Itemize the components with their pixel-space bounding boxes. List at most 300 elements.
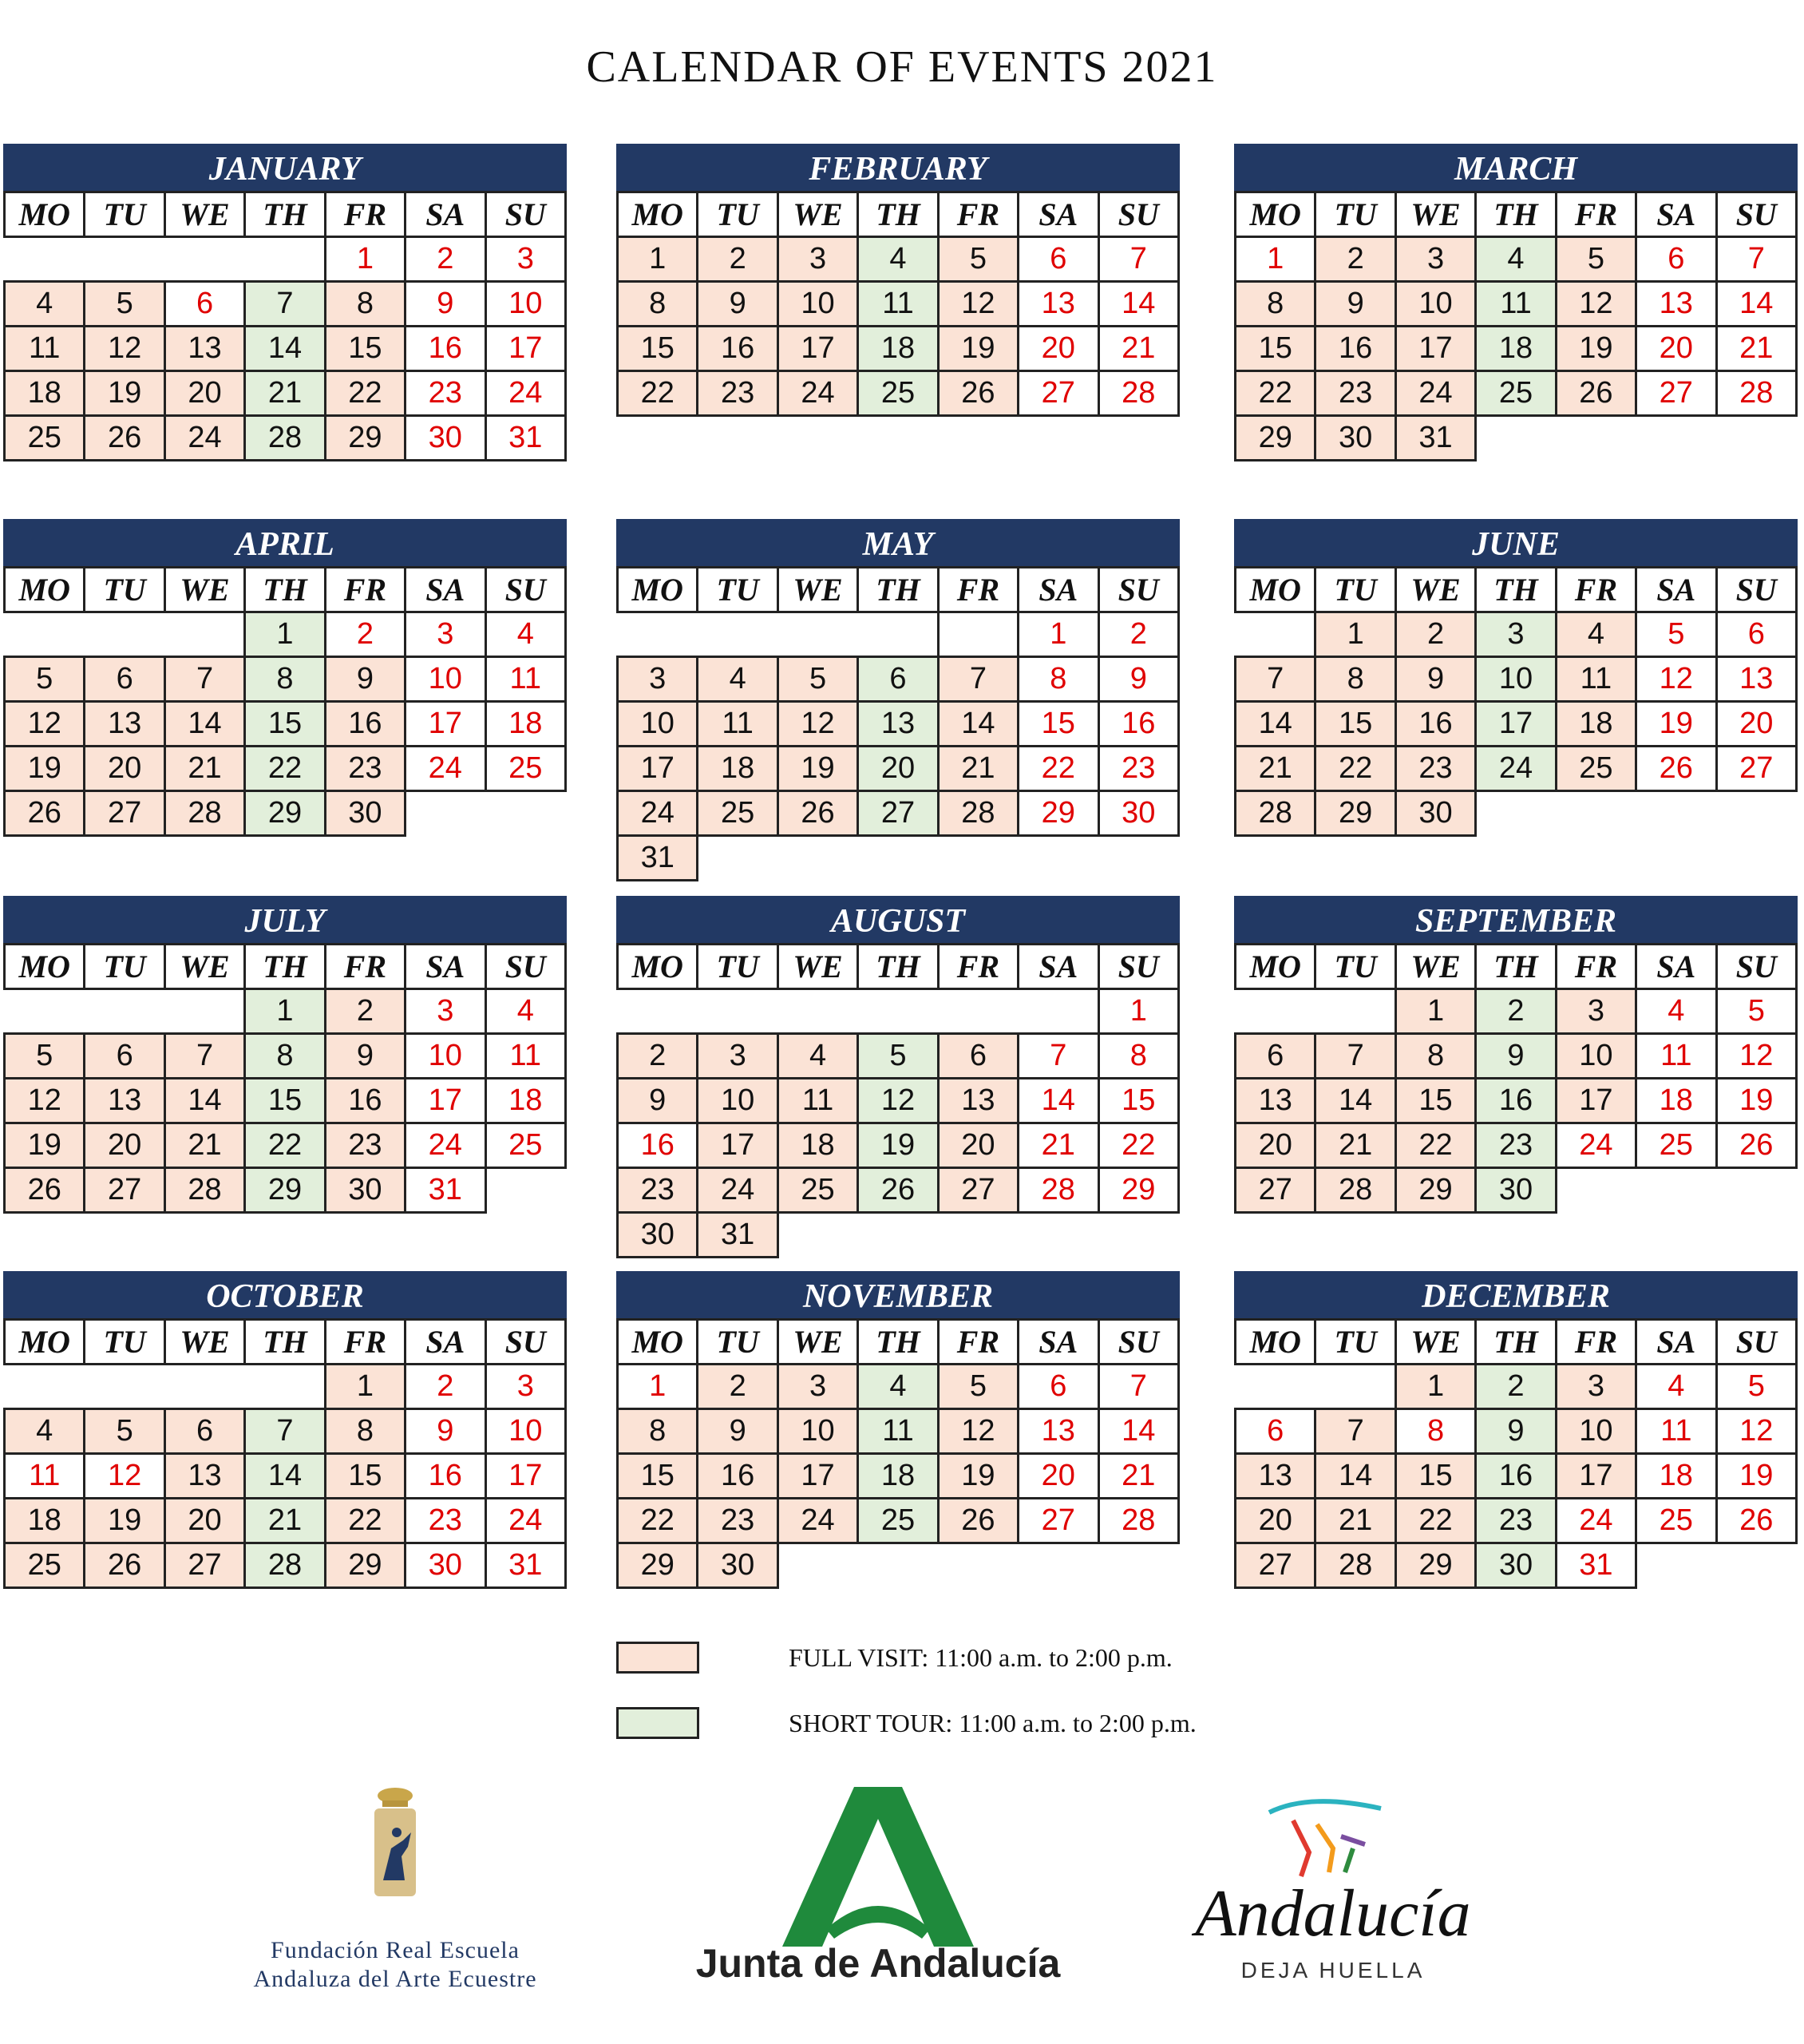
weekday-header: WE — [1395, 192, 1475, 237]
day-cell: 28 — [1019, 1168, 1098, 1213]
day-cell: 30 — [1476, 1543, 1556, 1588]
weekday-header: TU — [1315, 1320, 1395, 1365]
day-cell: 10 — [618, 702, 698, 747]
weekday-header: MO — [1236, 1320, 1315, 1365]
day-cell: 13 — [85, 1079, 164, 1123]
empty-day-cell — [938, 836, 1018, 881]
weekday-header: SU — [1098, 568, 1178, 612]
weekday-header: FR — [1556, 568, 1636, 612]
day-cell: 3 — [698, 1034, 777, 1079]
weekday-header: SU — [1098, 1320, 1178, 1365]
day-cell: 27 — [85, 1168, 164, 1213]
day-cell: 9 — [406, 282, 485, 327]
day-cell: 10 — [777, 1409, 857, 1454]
day-cell: 7 — [938, 657, 1018, 702]
day-cell: 5 — [777, 657, 857, 702]
day-cell: 5 — [1716, 989, 1796, 1034]
day-cell: 30 — [1315, 416, 1395, 461]
empty-day-cell — [1019, 1213, 1098, 1258]
day-cell: 29 — [1019, 791, 1098, 836]
weekday-header: WE — [777, 192, 857, 237]
day-cell: 17 — [406, 702, 485, 747]
month-header: FEBRUARY — [616, 144, 1180, 191]
day-cell: 5 — [5, 1034, 85, 1079]
day-cell: 26 — [1716, 1123, 1796, 1168]
empty-day-cell — [1556, 791, 1636, 836]
weekday-header: WE — [777, 568, 857, 612]
day-cell: 25 — [698, 791, 777, 836]
day-cell: 29 — [325, 1543, 405, 1588]
day-cell: 15 — [1315, 702, 1395, 747]
day-cell: 29 — [618, 1543, 698, 1588]
empty-day-cell — [164, 612, 244, 657]
day-cell: 20 — [858, 747, 938, 791]
day-cell: 12 — [777, 702, 857, 747]
day-cell: 21 — [1098, 1454, 1178, 1499]
day-cell: 16 — [698, 327, 777, 371]
weekday-header: TU — [85, 945, 164, 989]
day-cell: 28 — [1716, 371, 1796, 416]
day-cell: 12 — [938, 282, 1018, 327]
day-cell: 28 — [1098, 371, 1178, 416]
day-cell: 6 — [85, 657, 164, 702]
day-cell: 4 — [777, 1034, 857, 1079]
weekday-header: WE — [777, 945, 857, 989]
horse-figure-icon — [1261, 1788, 1405, 1884]
day-cell: 6 — [164, 1409, 244, 1454]
weekday-header: TH — [858, 945, 938, 989]
day-cell: 1 — [1098, 989, 1178, 1034]
day-cell: 7 — [164, 657, 244, 702]
day-cell: 13 — [1716, 657, 1796, 702]
weekday-header: TU — [698, 1320, 777, 1365]
day-cell: 17 — [406, 1079, 485, 1123]
day-cell: 10 — [485, 282, 565, 327]
empty-day-cell — [1098, 1543, 1178, 1588]
day-cell: 15 — [618, 327, 698, 371]
day-cell: 6 — [1019, 1365, 1098, 1409]
day-cell: 17 — [1556, 1454, 1636, 1499]
day-cell: 23 — [1476, 1499, 1556, 1543]
day-cell: 7 — [245, 1409, 325, 1454]
day-cell: 26 — [1556, 371, 1636, 416]
empty-day-cell — [858, 1543, 938, 1588]
day-cell: 2 — [406, 237, 485, 282]
day-cell: 24 — [406, 1123, 485, 1168]
day-cell: 25 — [5, 1543, 85, 1588]
day-cell: 22 — [1395, 1499, 1475, 1543]
day-cell: 22 — [1395, 1123, 1475, 1168]
day-cell: 29 — [245, 791, 325, 836]
day-cell: 26 — [938, 371, 1018, 416]
day-cell: 24 — [698, 1168, 777, 1213]
day-cell: 16 — [1476, 1454, 1556, 1499]
day-cell: 18 — [1636, 1079, 1716, 1123]
month-april — [3, 519, 567, 837]
empty-day-cell — [1636, 791, 1716, 836]
day-cell: 6 — [1019, 237, 1098, 282]
day-cell: 26 — [85, 1543, 164, 1588]
day-cell: 9 — [325, 657, 405, 702]
empty-day-cell — [777, 1543, 857, 1588]
day-cell: 25 — [485, 747, 565, 791]
day-cell: 16 — [1395, 702, 1475, 747]
day-cell: 1 — [1395, 989, 1475, 1034]
day-cell: 14 — [1098, 1409, 1178, 1454]
day-cell: 20 — [1236, 1499, 1315, 1543]
day-cell: 15 — [1395, 1079, 1475, 1123]
day-cell: 13 — [164, 1454, 244, 1499]
day-cell: 15 — [1019, 702, 1098, 747]
day-cell: 1 — [325, 1365, 405, 1409]
weekday-header: TH — [245, 568, 325, 612]
day-cell: 19 — [938, 1454, 1018, 1499]
day-cell: 26 — [938, 1499, 1018, 1543]
day-cell: 30 — [1395, 791, 1475, 836]
day-cell: 22 — [618, 371, 698, 416]
weekday-header: SA — [406, 192, 485, 237]
weekday-header: FR — [325, 1320, 405, 1365]
day-cell: 6 — [1236, 1034, 1315, 1079]
day-cell: 2 — [1315, 237, 1395, 282]
day-cell: 10 — [1556, 1409, 1636, 1454]
junta-a-icon — [782, 1787, 974, 1947]
day-cell: 27 — [1236, 1168, 1315, 1213]
day-cell: 19 — [777, 747, 857, 791]
day-cell: 6 — [164, 282, 244, 327]
day-cell: 5 — [938, 237, 1018, 282]
day-cell: 14 — [1315, 1079, 1395, 1123]
day-cell: 2 — [698, 1365, 777, 1409]
month-header: APRIL — [3, 519, 567, 566]
day-cell: 2 — [325, 989, 405, 1034]
day-cell: 18 — [698, 747, 777, 791]
day-cell: 21 — [1315, 1123, 1395, 1168]
day-cell: 14 — [1315, 1454, 1395, 1499]
weekday-header: WE — [777, 1320, 857, 1365]
day-cell: 23 — [698, 1499, 777, 1543]
month-october — [3, 1271, 567, 1589]
day-cell: 4 — [858, 1365, 938, 1409]
day-cell: 17 — [1476, 702, 1556, 747]
day-cell: 30 — [698, 1543, 777, 1588]
horse-rider-emblem-icon — [355, 1785, 435, 1904]
empty-day-cell — [485, 1168, 565, 1213]
weekday-header: TU — [1315, 568, 1395, 612]
day-cell: 12 — [1716, 1409, 1796, 1454]
fundacion-line2: Andaluza del Arte Ecuestre — [253, 1966, 537, 1992]
weekday-header: SU — [485, 192, 565, 237]
empty-day-cell — [698, 612, 777, 657]
day-cell: 31 — [618, 836, 698, 881]
day-cell: 9 — [1476, 1034, 1556, 1079]
day-cell: 9 — [1315, 282, 1395, 327]
day-cell: 30 — [325, 1168, 405, 1213]
empty-day-cell — [1019, 989, 1098, 1034]
empty-day-cell — [164, 237, 244, 282]
month-february — [616, 144, 1180, 417]
day-cell: 8 — [1395, 1034, 1475, 1079]
day-cell: 24 — [1395, 371, 1475, 416]
day-cell — [938, 612, 1018, 657]
day-cell: 27 — [858, 791, 938, 836]
weekday-header: FR — [325, 568, 405, 612]
day-cell: 27 — [1019, 1499, 1098, 1543]
day-cell: 16 — [406, 327, 485, 371]
day-cell: 30 — [1098, 791, 1178, 836]
weekday-header: SU — [485, 568, 565, 612]
day-cell: 10 — [1476, 657, 1556, 702]
day-cell: 2 — [406, 1365, 485, 1409]
day-cell: 23 — [325, 747, 405, 791]
day-cell: 25 — [777, 1168, 857, 1213]
day-cell: 17 — [777, 327, 857, 371]
day-cell: 7 — [1236, 657, 1315, 702]
day-cell: 19 — [85, 1499, 164, 1543]
day-cell: 29 — [325, 416, 405, 461]
day-cell: 17 — [698, 1123, 777, 1168]
empty-day-cell — [618, 612, 698, 657]
day-cell: 21 — [1019, 1123, 1098, 1168]
weekday-header: WE — [164, 1320, 244, 1365]
day-cell: 23 — [1395, 747, 1475, 791]
day-cell: 21 — [245, 371, 325, 416]
weekday-header: TU — [698, 568, 777, 612]
day-cell: 12 — [1556, 282, 1636, 327]
day-cell: 14 — [164, 1079, 244, 1123]
empty-day-cell — [1315, 989, 1395, 1034]
day-cell: 12 — [5, 702, 85, 747]
empty-day-cell — [1716, 1168, 1796, 1213]
weekday-header: SU — [1716, 568, 1796, 612]
day-cell: 20 — [164, 1499, 244, 1543]
day-cell: 4 — [485, 989, 565, 1034]
day-cell: 25 — [1636, 1499, 1716, 1543]
day-cell: 15 — [1395, 1454, 1475, 1499]
day-cell: 11 — [1636, 1034, 1716, 1079]
day-cell: 31 — [485, 1543, 565, 1588]
page-title: CALENDAR OF EVENTS 2021 — [586, 42, 1218, 92]
day-cell: 4 — [1636, 1365, 1716, 1409]
weekday-header: SU — [1716, 945, 1796, 989]
weekday-header: SA — [406, 568, 485, 612]
weekday-header: WE — [1395, 1320, 1475, 1365]
andalucia-tagline: DEJA HUELLA — [1240, 1958, 1426, 1983]
day-cell: 15 — [325, 327, 405, 371]
empty-day-cell — [1098, 1213, 1178, 1258]
weekday-header: WE — [164, 192, 244, 237]
day-cell: 28 — [245, 1543, 325, 1588]
empty-day-cell — [85, 989, 164, 1034]
day-cell: 11 — [777, 1079, 857, 1123]
day-cell: 21 — [164, 1123, 244, 1168]
day-cell: 13 — [1019, 1409, 1098, 1454]
empty-day-cell — [245, 1365, 325, 1409]
day-cell: 10 — [1556, 1034, 1636, 1079]
day-cell: 28 — [1236, 791, 1315, 836]
weekday-header: MO — [618, 568, 698, 612]
day-cell: 6 — [1236, 1409, 1315, 1454]
weekday-header: MO — [1236, 192, 1315, 237]
empty-day-cell — [1556, 416, 1636, 461]
day-cell: 29 — [1395, 1168, 1475, 1213]
day-cell: 17 — [618, 747, 698, 791]
day-cell: 12 — [858, 1079, 938, 1123]
day-cell: 11 — [5, 1454, 85, 1499]
month-june — [1234, 519, 1798, 837]
day-cell: 27 — [1636, 371, 1716, 416]
day-cell: 6 — [858, 657, 938, 702]
empty-day-cell — [1315, 1365, 1395, 1409]
day-cell: 8 — [1098, 1034, 1178, 1079]
weekday-header: SA — [406, 945, 485, 989]
day-cell: 3 — [1395, 237, 1475, 282]
day-cell: 28 — [164, 1168, 244, 1213]
day-cell: 26 — [777, 791, 857, 836]
day-cell: 18 — [1636, 1454, 1716, 1499]
weekday-header: SA — [1019, 568, 1098, 612]
day-cell: 8 — [1395, 1409, 1475, 1454]
empty-day-cell — [858, 612, 938, 657]
day-cell: 23 — [1098, 747, 1178, 791]
day-cell: 20 — [164, 371, 244, 416]
month-header: DECEMBER — [1234, 1271, 1798, 1318]
day-cell: 19 — [1636, 702, 1716, 747]
day-cell: 30 — [1476, 1168, 1556, 1213]
day-cell: 1 — [618, 1365, 698, 1409]
day-cell: 2 — [1395, 612, 1475, 657]
day-cell: 15 — [618, 1454, 698, 1499]
day-cell: 3 — [1476, 612, 1556, 657]
weekday-header: TH — [245, 1320, 325, 1365]
day-cell: 13 — [1236, 1454, 1315, 1499]
day-cell: 29 — [245, 1168, 325, 1213]
day-cell: 7 — [1716, 237, 1796, 282]
day-cell: 14 — [1716, 282, 1796, 327]
weekday-header: FR — [938, 192, 1018, 237]
day-cell: 5 — [1556, 237, 1636, 282]
day-cell: 20 — [85, 1123, 164, 1168]
day-cell: 12 — [1636, 657, 1716, 702]
day-cell: 18 — [485, 1079, 565, 1123]
day-cell: 20 — [1636, 327, 1716, 371]
day-cell: 7 — [245, 282, 325, 327]
day-cell: 10 — [485, 1409, 565, 1454]
day-cell: 9 — [1395, 657, 1475, 702]
empty-day-cell — [5, 237, 85, 282]
day-cell: 9 — [698, 282, 777, 327]
day-cell: 1 — [245, 989, 325, 1034]
day-cell: 24 — [777, 1499, 857, 1543]
weekday-header: TH — [858, 1320, 938, 1365]
day-cell: 21 — [1315, 1499, 1395, 1543]
day-cell: 1 — [1019, 612, 1098, 657]
day-cell: 27 — [85, 791, 164, 836]
fundacion-logo — [216, 1785, 575, 1992]
day-cell: 7 — [164, 1034, 244, 1079]
day-cell: 16 — [698, 1454, 777, 1499]
empty-day-cell — [777, 989, 857, 1034]
weekday-header: FR — [1556, 192, 1636, 237]
empty-day-cell — [1476, 416, 1556, 461]
day-cell: 16 — [1476, 1079, 1556, 1123]
day-cell: 14 — [164, 702, 244, 747]
month-header: JUNE — [1234, 519, 1798, 566]
day-cell: 29 — [1236, 416, 1315, 461]
day-cell: 12 — [5, 1079, 85, 1123]
weekday-header: WE — [164, 568, 244, 612]
day-cell: 24 — [485, 1499, 565, 1543]
day-cell: 14 — [1236, 702, 1315, 747]
day-cell: 8 — [1315, 657, 1395, 702]
weekday-header: WE — [1395, 945, 1475, 989]
empty-day-cell — [698, 836, 777, 881]
weekday-header: SA — [1636, 945, 1716, 989]
weekday-header: TH — [858, 568, 938, 612]
weekday-header: TH — [858, 192, 938, 237]
day-cell: 7 — [1098, 237, 1178, 282]
month-header: MARCH — [1234, 144, 1798, 191]
day-cell: 11 — [698, 702, 777, 747]
day-cell: 26 — [85, 416, 164, 461]
day-cell: 23 — [1476, 1123, 1556, 1168]
day-cell: 18 — [858, 327, 938, 371]
day-cell: 4 — [1556, 612, 1636, 657]
weekday-header: TH — [245, 945, 325, 989]
weekday-header: FR — [938, 568, 1018, 612]
day-cell: 8 — [245, 657, 325, 702]
day-cell: 4 — [858, 237, 938, 282]
day-cell: 22 — [618, 1499, 698, 1543]
day-cell: 23 — [406, 1499, 485, 1543]
day-cell: 5 — [1716, 1365, 1796, 1409]
weekday-header: MO — [618, 1320, 698, 1365]
day-cell: 28 — [164, 791, 244, 836]
weekday-header: SU — [1098, 945, 1178, 989]
day-cell: 23 — [618, 1168, 698, 1213]
empty-day-cell — [164, 989, 244, 1034]
day-cell: 25 — [1636, 1123, 1716, 1168]
day-cell: 18 — [1556, 702, 1636, 747]
day-cell: 19 — [1556, 327, 1636, 371]
day-cell: 11 — [1636, 1409, 1716, 1454]
day-cell: 14 — [245, 327, 325, 371]
day-cell: 28 — [1315, 1168, 1395, 1213]
day-cell: 11 — [5, 327, 85, 371]
day-cell: 15 — [1236, 327, 1315, 371]
weekday-header: TU — [1315, 192, 1395, 237]
day-cell: 27 — [1716, 747, 1796, 791]
day-cell: 1 — [1236, 237, 1315, 282]
empty-day-cell — [1236, 1365, 1315, 1409]
junta-logo — [678, 1787, 1078, 1987]
day-cell: 23 — [325, 1123, 405, 1168]
weekday-header: SU — [485, 1320, 565, 1365]
day-cell: 20 — [1236, 1123, 1315, 1168]
empty-day-cell — [85, 612, 164, 657]
day-cell: 17 — [1556, 1079, 1636, 1123]
day-cell: 15 — [1098, 1079, 1178, 1123]
day-cell: 2 — [1476, 1365, 1556, 1409]
day-cell: 13 — [85, 702, 164, 747]
day-cell: 13 — [938, 1079, 1018, 1123]
month-december — [1234, 1271, 1798, 1589]
day-cell: 19 — [858, 1123, 938, 1168]
day-cell: 2 — [698, 237, 777, 282]
day-cell: 20 — [1716, 702, 1796, 747]
day-cell: 24 — [164, 416, 244, 461]
empty-day-cell — [858, 836, 938, 881]
